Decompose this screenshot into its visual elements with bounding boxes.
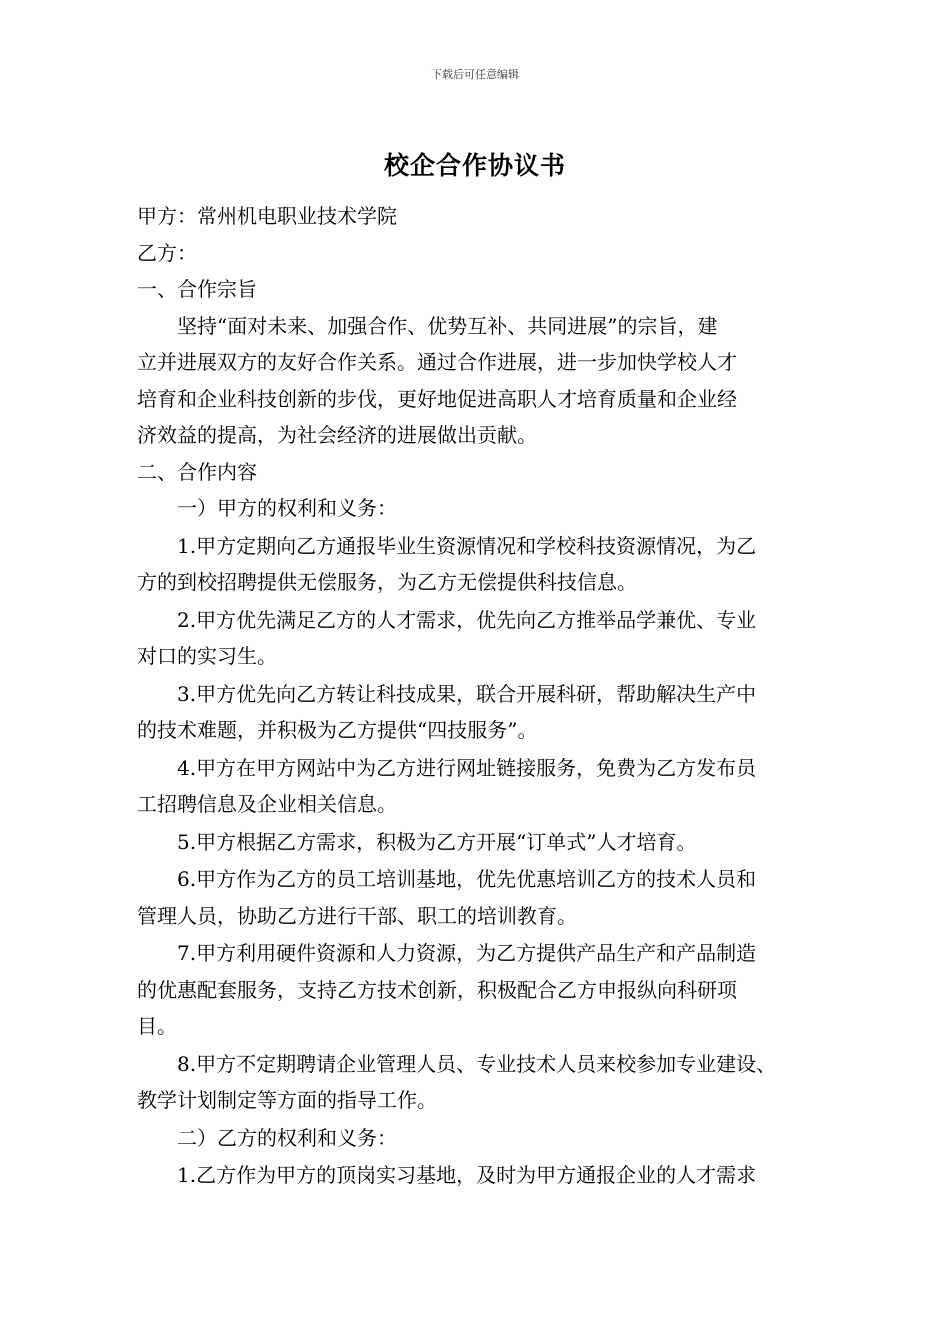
party-a-line: 甲方：常州机电职业技术学院 [137,204,397,228]
clause-line: 7.甲方利用硬件资源和人力资源，为乙方提供产品生产和产品制造 [177,941,757,965]
section-1-line: 立并进展双方的友好合作关系。通过合作进展，进一步加快学校人才 [137,350,737,374]
clause-line: 2.甲方优先满足乙方的人才需求，优先向乙方推举品学兼优、专业 [177,607,757,632]
section-2-heading: 二、合作内容 [137,459,257,484]
clause-line: 4.甲方在甲方网站中为乙方进行网址链接服务，免费为乙方发布员 [177,755,757,780]
section-1-heading: 一、合作宗旨 [137,277,257,301]
section-1-line: 坚持“面对未来、加强合作、优势互补、共同进展”的宗旨，建 [177,313,718,338]
clause-line: 的技术难题，并积极为乙方提供“四技服务”。 [137,718,538,742]
header-note: 下载后可任意编辑 [431,68,519,81]
clause-line: 的优惠配套服务，支持乙方技术创新，积极配合乙方申报纵向科研项 [137,977,737,1002]
document-body [137,198,837,1194]
clause-line: 1.乙方作为甲方的顶岗实习基地，及时为甲方通报企业的人才需求 [177,1163,757,1187]
clause-line: 工招聘信息及企业相关信息。 [137,792,397,816]
document-title: 校企合作协议书 [383,151,566,180]
clause-line: 5.甲方根据乙方需求，积极为乙方开展“订单式”人才培育。 [177,829,697,854]
subsection-2-heading: 二）乙方的权利和义务： [177,1125,397,1150]
clause-line: 3.甲方优先向乙方转让科技成果，联合开展科研，帮助解决生产中 [177,681,757,706]
clause-line: 6.甲方作为乙方的员工培训基地，优先优惠培训乙方的技术人员和 [177,867,757,891]
subsection-1-heading: 一）甲方的权利和义务： [177,496,397,520]
party-b-line: 乙方： [137,240,197,265]
section-1-line: 济效益的提高，为社会经济的进展做出贡献。 [137,423,537,447]
section-1-line: 培育和企业科技创新的步伐，更好地促进高职人才培育质量和企业经 [137,386,737,411]
clause-line: 对口的实习生。 [137,644,277,668]
clause-line: 方的到校招聘提供无偿服务，为乙方无偿提供科技信息。 [137,570,637,594]
clause-line: 管理人员，协助乙方进行干部、职工的培训教育。 [137,903,577,928]
clause-line: 1.甲方定期向乙方通报毕业生资源情况和学校科技资源情况，为乙 [177,533,757,558]
clause-line: 教学计划制定等方面的指导工作。 [137,1088,437,1112]
clause-line: 目。 [137,1014,177,1038]
clause-line: 8.甲方不定期聘请企业管理人员、专业技术人员来校参加专业建设、 [177,1051,777,1076]
